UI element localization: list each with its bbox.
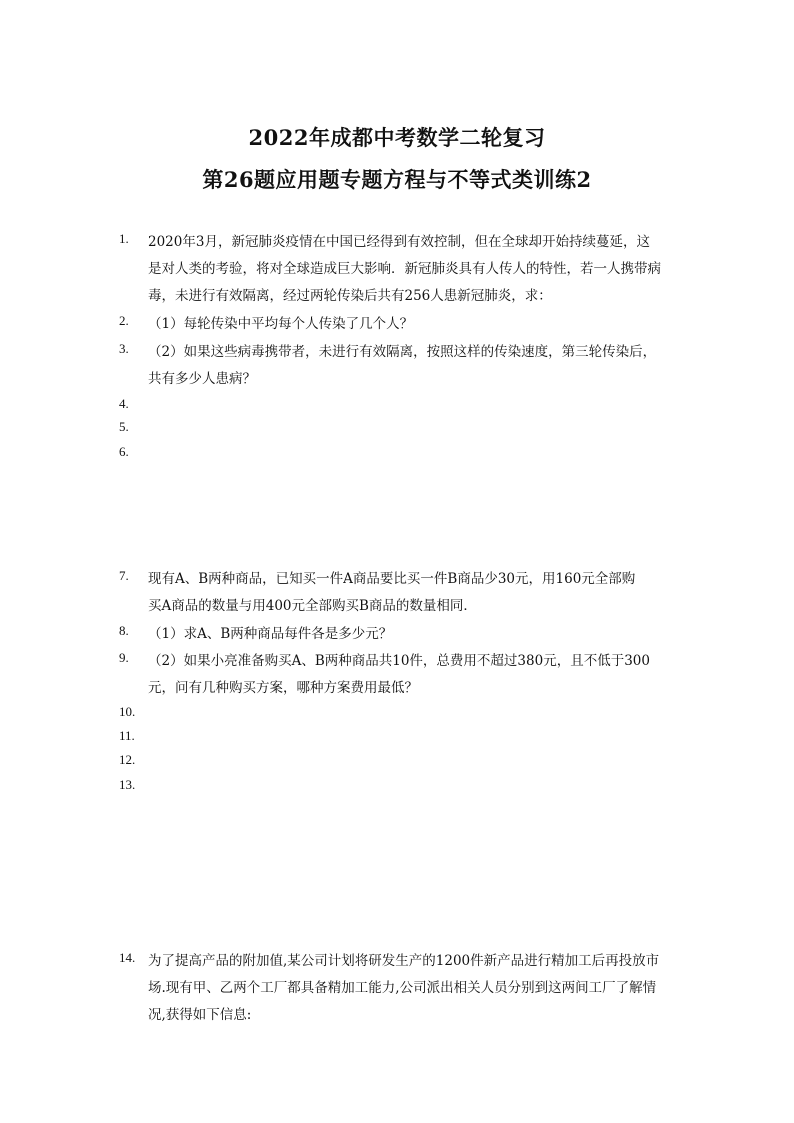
problem-text: （1）每轮传染中平均每个人传染了几个人？: [148, 316, 414, 332]
list-number: 10.: [119, 704, 136, 719]
problem-text: （1）求A、B两种商品每件各是多少元？: [148, 626, 393, 642]
list-number: 13.: [119, 777, 136, 792]
list-number: 4.: [119, 396, 129, 411]
page-title-line-1: 2022年成都中考数学二轮复习: [248, 125, 546, 150]
problem-text: 元，问有几种购买方案，哪种方案费用最低？: [148, 680, 418, 696]
list-number: 6.: [119, 444, 129, 459]
problem-text: 共有多少人患病？: [148, 371, 256, 387]
problem-text: 是对人类的考验，将对全球造成巨大影响．新冠肺炎具有人传人的特性，若一人携带病: [148, 261, 661, 277]
problem-text: 2020年3月，新冠肺炎疫情在中国已经得到有效控制，但在全球却开始持续蔓延，这: [148, 234, 650, 250]
list-number: 11.: [119, 728, 135, 743]
list-number: 5.: [119, 419, 129, 434]
problem-text: （2）如果小亮准备购买A、B两种商品共10件，总费用不超过380元，且不低于300: [148, 653, 650, 669]
list-number: 2.: [119, 313, 129, 328]
problem-text: 场.现有甲、乙两个工厂都具备精加工能力,公司派出相关人员分别到这两间工厂了解情: [148, 980, 657, 996]
list-number: 1.: [119, 231, 129, 246]
list-number: 3.: [119, 341, 129, 356]
list-number: 7.: [119, 568, 129, 583]
page-title-line-2: 第26题应用题专题方程与不等式类训练2: [202, 167, 592, 192]
list-number: 9.: [119, 650, 129, 665]
problem-text: 毒，未进行有效隔离，经过两轮传染后共有256人患新冠肺炎，求：: [148, 288, 552, 304]
list-number: 8.: [119, 623, 129, 638]
problem-text: （2）如果这些病毒携带者，未进行有效隔离，按照这样的传染速度，第三轮传染后，: [148, 344, 657, 360]
list-number: 12.: [119, 752, 136, 767]
problem-text: 况,获得如下信息:: [148, 1007, 252, 1023]
problem-text: 为了提高产品的附加值,某公司计划将研发生产的1200件新产品进行精加工后再投放市: [148, 953, 660, 969]
list-number: 14.: [119, 950, 136, 965]
problem-text: 买A商品的数量与用400元全部购买B商品的数量相同．: [148, 598, 477, 614]
problem-text: 现有A、B两种商品，已知买一件A商品要比买一件B商品少30元，用160元全部购: [148, 571, 636, 587]
